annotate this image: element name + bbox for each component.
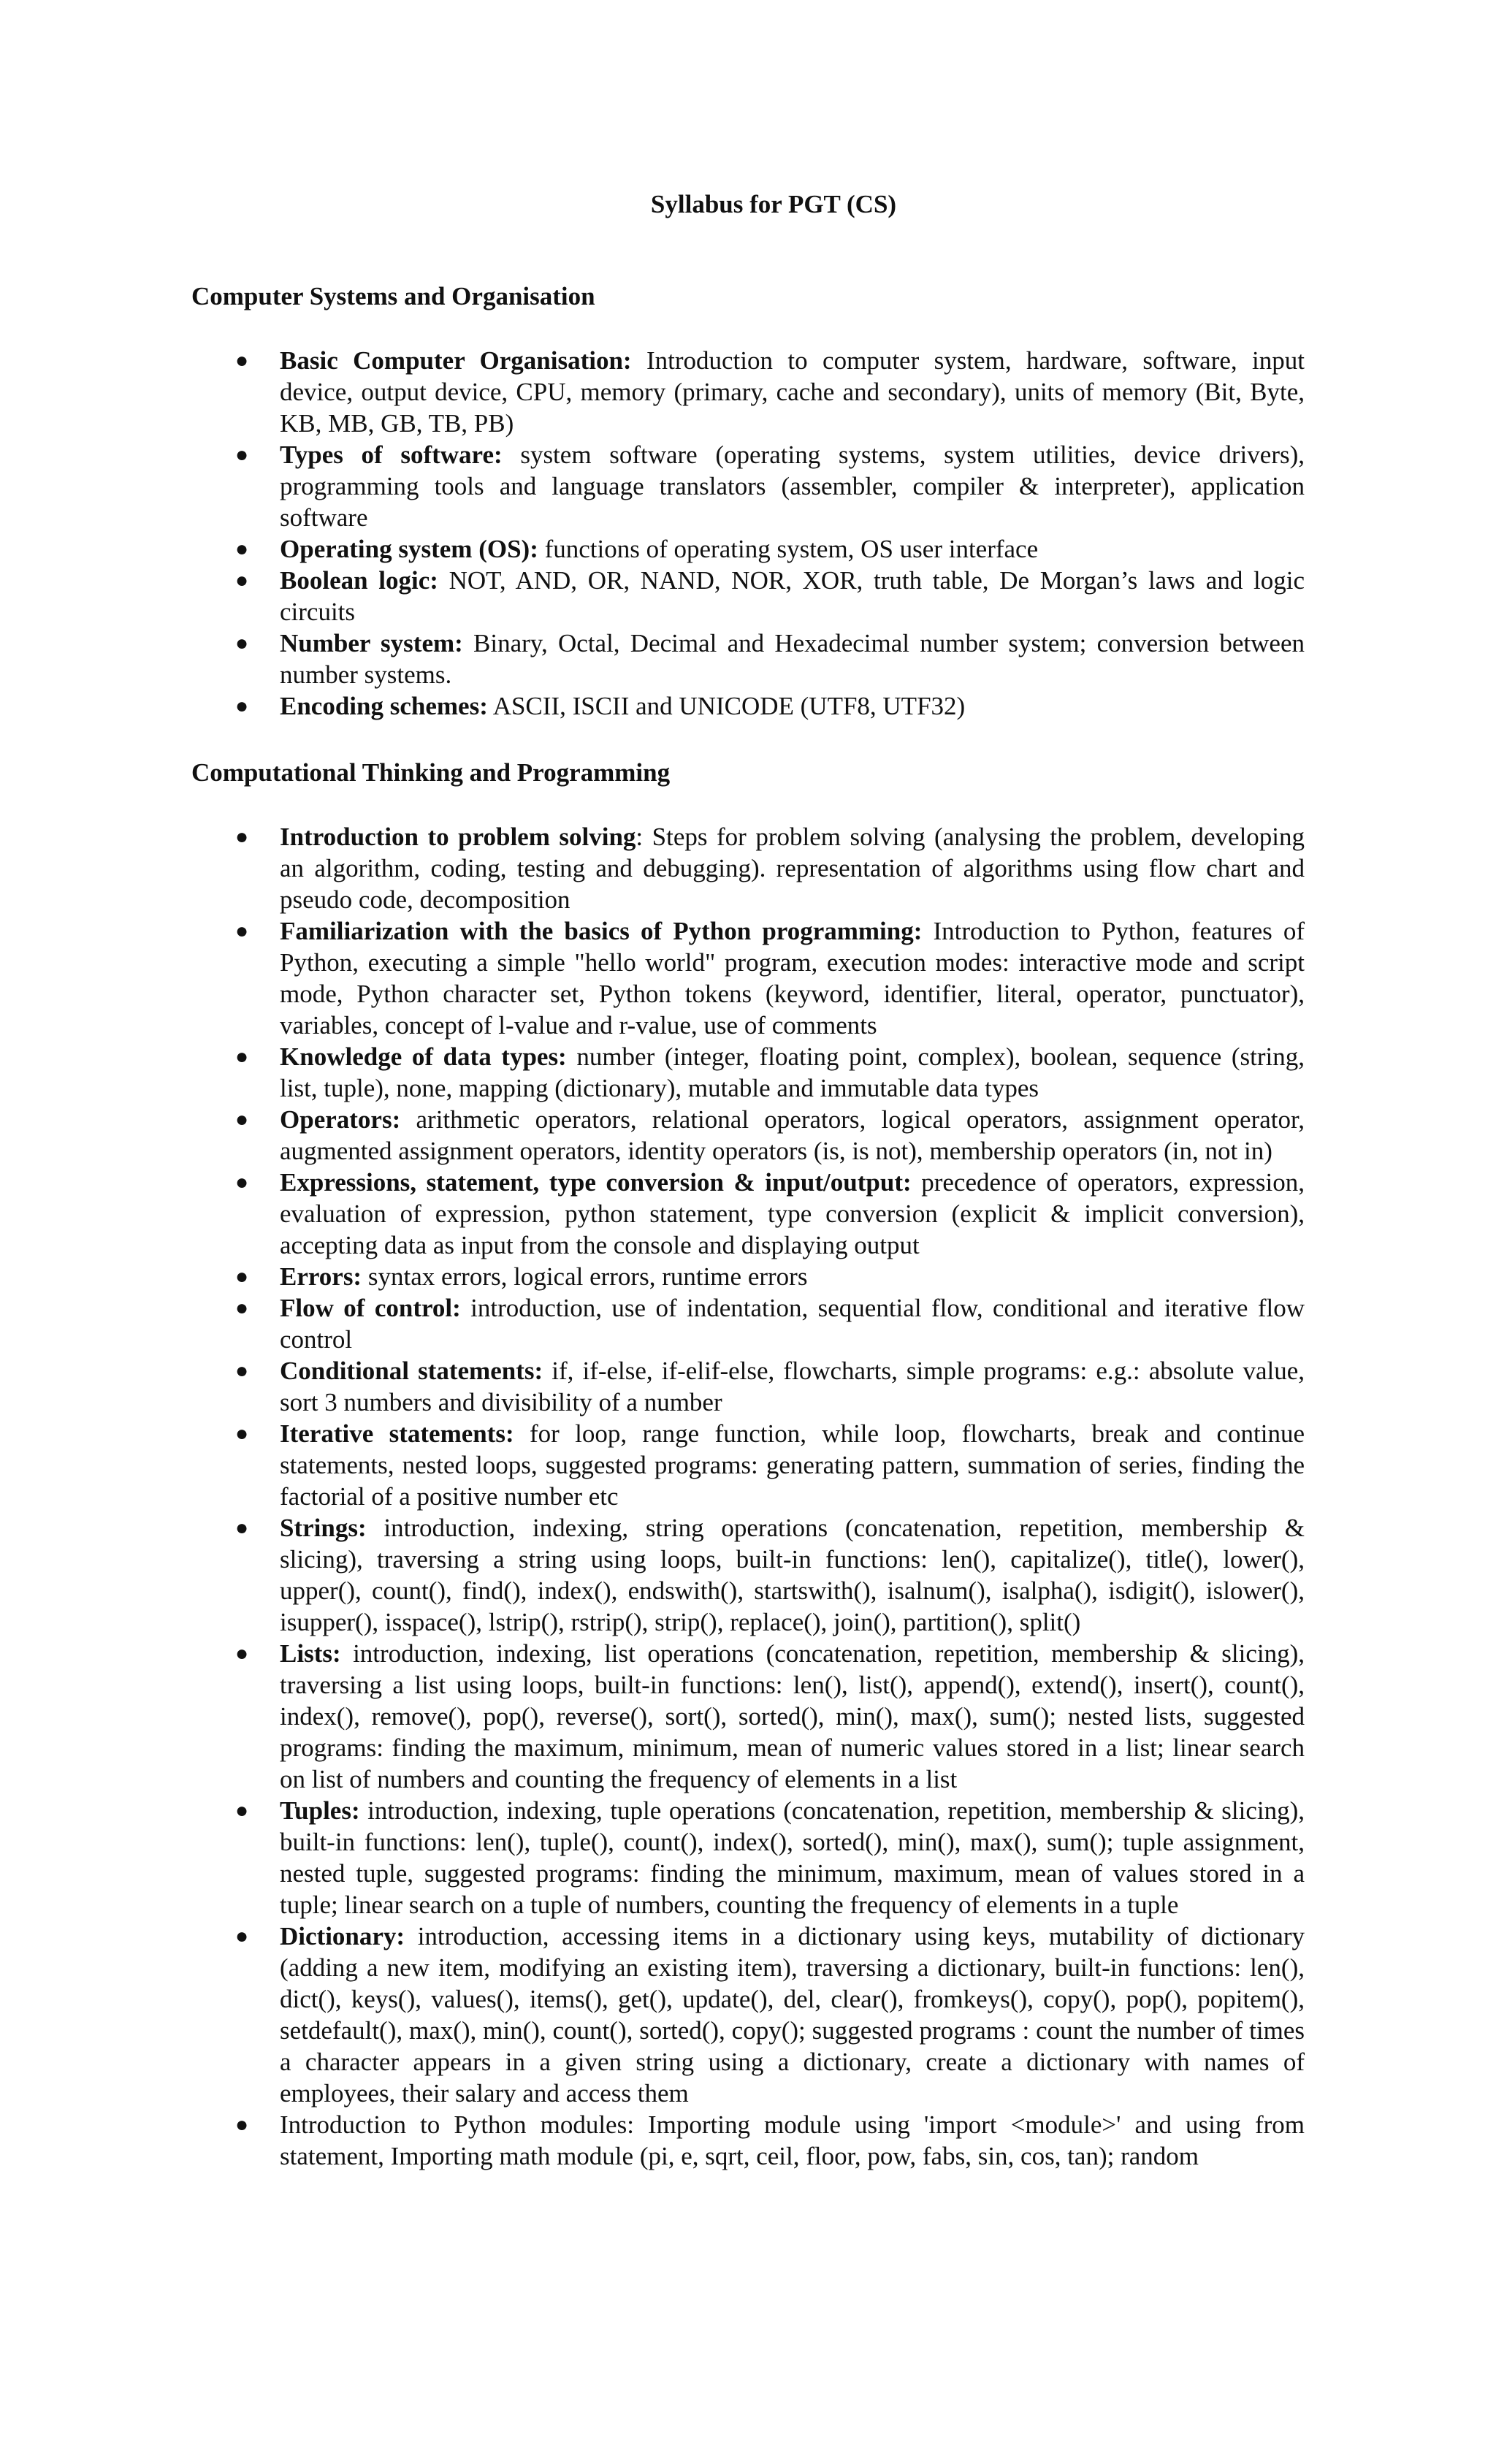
section-title: Computer Systems and Organisation [191,282,595,310]
list-item [191,1261,1305,1292]
list-item [191,690,1305,722]
list-item [191,1292,1305,1355]
bullet-icon: ● [235,1924,249,1948]
topic-description: ASCII, ISCII and UNICODE (UTF8, UTF32) [487,692,966,720]
topic-heading: Operating system (OS): [280,535,538,563]
list-item [191,628,1305,690]
list-item [191,345,1305,439]
bullet-icon: ● [235,631,249,655]
topic-description: arithmetic operators, relational operators, logical operators, assignment operator, augmented assignment operators, identity operators (is, is not), membership operators (in, not in) [280,1105,1305,1165]
topic-heading: Dictionary: [280,1922,405,1950]
topic-description: Binary, Octal, Decimal and Hexadecimal number system; conversion between number systems. [280,629,1305,689]
bullet-icon: ● [235,694,249,718]
bullet-icon: ● [235,1359,249,1383]
bullet-icon: ● [235,1641,249,1666]
topic-description: : Steps for problem solving (analysing the problem, developing an algorithm, coding, testing and debugging). representation of algorithms using flow chart and pseudo code, decomposition [280,823,1305,914]
topic-description: Introduction to Python, features of Python, executing a simple "hello world" program, execution modes: interactive mode and script mode, Python character set, Python tokens (keyword, identifier, literal, operator, punctuator), variables, concept of l-value and r-value, use of comments [280,917,1305,1040]
list-item [191,565,1305,628]
bullet-icon: ● [235,1296,249,1320]
topic-heading: Lists: [280,1639,341,1668]
topic-description: syntax errors, logical errors, runtime errors [362,1262,808,1291]
list-item [191,821,1305,915]
document-title: Syllabus for PGT (CS) [650,190,897,218]
topic-heading: Types of software: [280,440,503,469]
section-title: Computational Thinking and Programming [191,758,671,787]
topic-description: number (integer, floating point, complex), boolean, sequence (string, list, tuple), none, mapping (dictionary), mutable and immutable data types [280,1042,1305,1102]
topic-heading: Conditional statements: [280,1357,543,1385]
topic-description: NOT, AND, OR, NAND, NOR, XOR, truth table, De Morgan’s laws and logic circuits [280,566,1305,626]
bullet-icon: ● [235,1170,249,1194]
topic-description: introduction, use of indentation, sequential flow, conditional and iterative flow control [280,1294,1305,1354]
list-item [191,1104,1305,1167]
topic-description: Introduction to Python modules: Importing module using 'import <module>' and using from statement, Importing math module (pi, e, sqrt, ceil, floor, pow, fabs, sin, cos, tan); random [280,2110,1305,2170]
list-item [191,1355,1305,1418]
bullet-icon: ● [235,1107,249,1132]
bullet-icon: ● [235,348,249,373]
bullet-icon: ● [235,1422,249,1446]
bullet-icon: ● [235,2113,249,2137]
list-item [191,1418,1305,1512]
topic-heading: Expressions, statement, type conversion & input/output: [280,1168,912,1197]
topic-heading: Boolean logic: [280,566,438,595]
topic-description: if, if-else, if-elif-else, flowcharts, simple programs: e.g.: absolute value, sort 3 numbers and divisibility of a number [280,1357,1305,1416]
bullet-icon: ● [235,1799,249,1823]
topic-heading: Operators: [280,1105,401,1134]
list-item [191,1512,1305,1638]
topic-heading: Knowledge of data types: [280,1042,567,1071]
sections-container [191,281,1305,2172]
topic-description: introduction, accessing items in a dictionary using keys, mutability of dictionary (adding a new item, modifying an existing item), traversing a dictionary, built-in functions: len(), dict(), keys(), values(), items(), get(), update(), del, clear(), fromkeys(), copy(), pop(), popitem(), setdefault(), max(), min(), count(), sorted(), copy(); suggested programs : count the number of times a character appears in a given string using a dictionary, create a dictionary with names of employees, their salary and access them [280,1922,1305,2108]
topic-description: introduction, indexing, list operations (concatenation, repetition, membership & slicing), traversing a list using loops, built-in functions: len(), list(), append(), extend(), insert(), count(), index(), remove(), pop(), reverse(), sort(), sorted(), min(), max(), sum(); nested lists, suggested programs: finding the maximum, minimum, mean of numeric values stored in a list; linear search on list of numbers and counting the frequency of elements in a list [280,1639,1305,1793]
topic-description: Introduction to computer system, hardware, software, input device, output device, CPU, memory (primary, cache and secondary), units of memory (Bit, Byte, KB, MB, GB, TB, PB) [280,346,1305,438]
topic-description: introduction, indexing, tuple operations (concatenation, repetition, membership & slicing), built-in functions: len(), tuple(), count(), index(), sorted(), min(), max(), sum(); tuple assignment, nested tuple, suggested programs: finding the minimum, maximum, mean of values stored in a tuple; linear search on a tuple of numbers, counting the frequency of elements in a tuple [280,1796,1305,1919]
bullet-icon: ● [235,825,249,849]
bullet-icon: ● [235,1265,249,1289]
topic-list [191,345,1305,722]
topic-description: for loop, range function, while loop, flowcharts, break and continue statements, nested loops, suggested programs: generating pattern, summation of series, finding the factorial of a positive number etc [280,1419,1305,1511]
topic-description: introduction, indexing, string operations (concatenation, repetition, membership & slicing), traversing a string using loops, built-in functions: len(), capitalize(), title(), lower(), upper(), count(), find(), index(), endswith(), startswith(), isalnum(), isalpha(), isdigit(), islower(), isupper(), isspace(), lstrip(), rstrip(), strip(), replace(), join(), partition(), split() [280,1514,1305,1636]
list-item [191,439,1305,533]
list-item [191,1167,1305,1261]
list-item [191,1638,1305,1795]
topic-heading: Iterative statements: [280,1419,514,1448]
topic-heading: Strings: [280,1514,367,1542]
bullet-icon: ● [235,919,249,943]
topic-list [191,821,1305,2172]
topic-heading: Familiarization with the basics of Python programming: [280,917,923,945]
bullet-icon: ● [235,537,249,561]
topic-heading: Tuples: [280,1796,360,1825]
list-item [191,1041,1305,1104]
list-item [191,1795,1305,1921]
list-item [191,533,1305,565]
list-item [191,2109,1305,2172]
topic-description: precedence of operators, expression, evaluation of expression, python statement, type conversion (explicit & implicit conversion), accepting data as input from the console and displaying output [280,1168,1305,1259]
bullet-icon: ● [235,568,249,592]
topic-heading: Number system: [280,629,463,657]
bullet-icon: ● [235,1516,249,1540]
topic-description: functions of operating system, OS user interface [538,535,1039,563]
topic-heading: Encoding schemes: [280,692,488,720]
topic-heading: Introduction to problem solving [280,823,636,851]
list-item [191,1921,1305,2109]
list-item [191,915,1305,1041]
topic-description: system software (operating systems, system utilities, device drivers), programming tools and language translators (assembler, compiler & interpreter), application software [280,440,1305,532]
bullet-icon: ● [235,443,249,467]
topic-heading: Basic Computer Organisation: [280,346,632,375]
topic-heading: Flow of control: [280,1294,461,1322]
topic-heading: Errors: [280,1262,362,1291]
bullet-icon: ● [235,1045,249,1069]
